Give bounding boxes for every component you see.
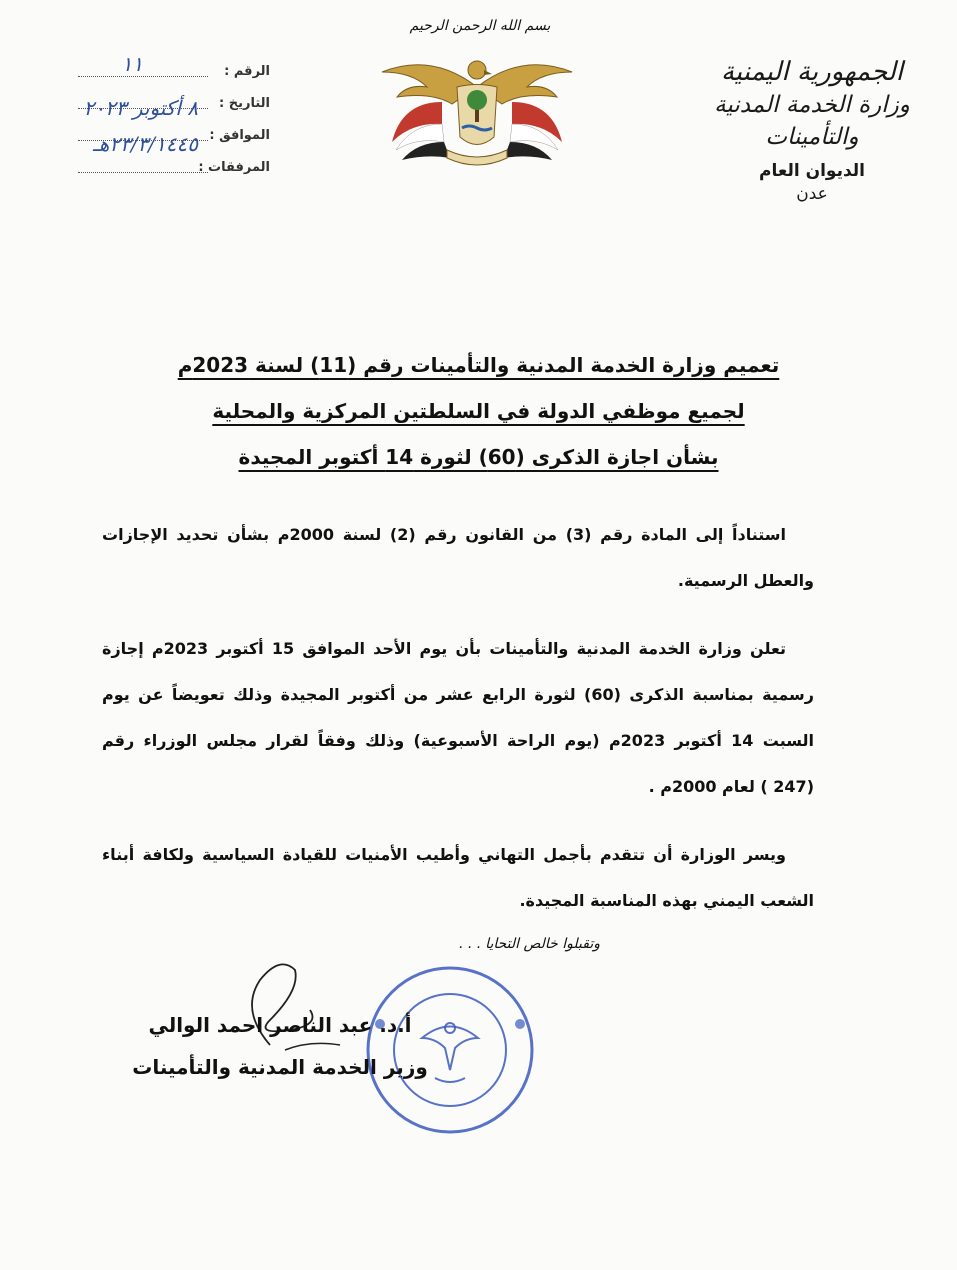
meta-corresponding bbox=[18, 122, 278, 154]
meta-number bbox=[18, 52, 278, 90]
meta-attachments bbox=[18, 154, 278, 186]
meta-number-value: ١١ bbox=[121, 52, 143, 76]
body-paragraph-1: استناداً إلى المادة رقم (3) من القانون رقم (2) لسنة 2000م بشأن تحديد الإجازات والعطل الرسمية. bbox=[102, 525, 814, 590]
circular-title bbox=[120, 342, 837, 480]
title-line-2: لجميع موظفي الدولة في السلطتين المركزية والمحلية bbox=[212, 399, 745, 423]
meta-date-label: التاريخ : bbox=[219, 96, 270, 111]
city-name: عدن bbox=[796, 184, 828, 204]
meta-attachments-line bbox=[78, 172, 208, 173]
office-name: الديوان العام bbox=[759, 161, 865, 181]
closing-greeting: وتقبلوا خالص التحايا . . . bbox=[458, 936, 600, 952]
title-line-3: بشأن اجازة الذكرى (60) لثورة 14 أكتوبر المجيدة bbox=[238, 445, 719, 469]
signatory-name: أ.د. عبد الناصر احمد الوالي bbox=[148, 1013, 412, 1037]
meta-date bbox=[18, 90, 278, 122]
republic-name: الجمهورية اليمنية bbox=[720, 57, 904, 87]
meta-date-value: ٨ أكتوبر ٢٠٢٣ bbox=[83, 96, 198, 120]
body-paragraph-2: تعلن وزارة الخدمة المدنية والتأمينات بأن يوم الأحد الموافق 15 أكتوبر 2023م إجازة رسمية بمناسبة الذكرى (60) لثورة الرابع عشر من أكتوبر المجيدة وذلك تعويضاً عن يوم السبت 14 أكتوبر 2023م (يوم الراحة الأسبوعية) وذلك وفقاً لقرار مجلس الوزراء رقم (247 ) لعام 2000م . bbox=[102, 639, 815, 796]
meta-attachments-label: المرفقات : bbox=[198, 160, 270, 175]
meta-corresponding-value: ٢٣/٣/١٤٤٥هـ bbox=[92, 132, 198, 156]
meta-number-label: الرقم : bbox=[224, 64, 270, 79]
document-meta bbox=[18, 52, 278, 186]
meta-corresponding-label: الموافق : bbox=[209, 128, 270, 143]
ministry-header bbox=[687, 55, 937, 205]
title-line-1: تعميم وزارة الخدمة المدنية والتأمينات رقم (11) لسنة 2023م bbox=[177, 353, 780, 377]
body-paragraph-3: ويسر الوزارة أن تتقدم بأجمل التهاني وأطيب الأمنيات للقيادة السياسية ولكافة أبناء الشعب اليمني بهذه المناسبة المجيدة. bbox=[102, 845, 814, 910]
yemen-eagle-emblem-icon bbox=[372, 42, 582, 172]
basmala: بسم الله الرحمن الرحيم bbox=[409, 18, 551, 34]
meta-number-line bbox=[78, 76, 208, 77]
circular-body bbox=[102, 512, 814, 946]
ministry-name: وزارة الخدمة المدنية والتأمينات bbox=[714, 92, 910, 150]
signatory-role: وزير الخدمة المدنية والتأمينات bbox=[132, 1055, 428, 1079]
signature-block bbox=[120, 1004, 440, 1088]
